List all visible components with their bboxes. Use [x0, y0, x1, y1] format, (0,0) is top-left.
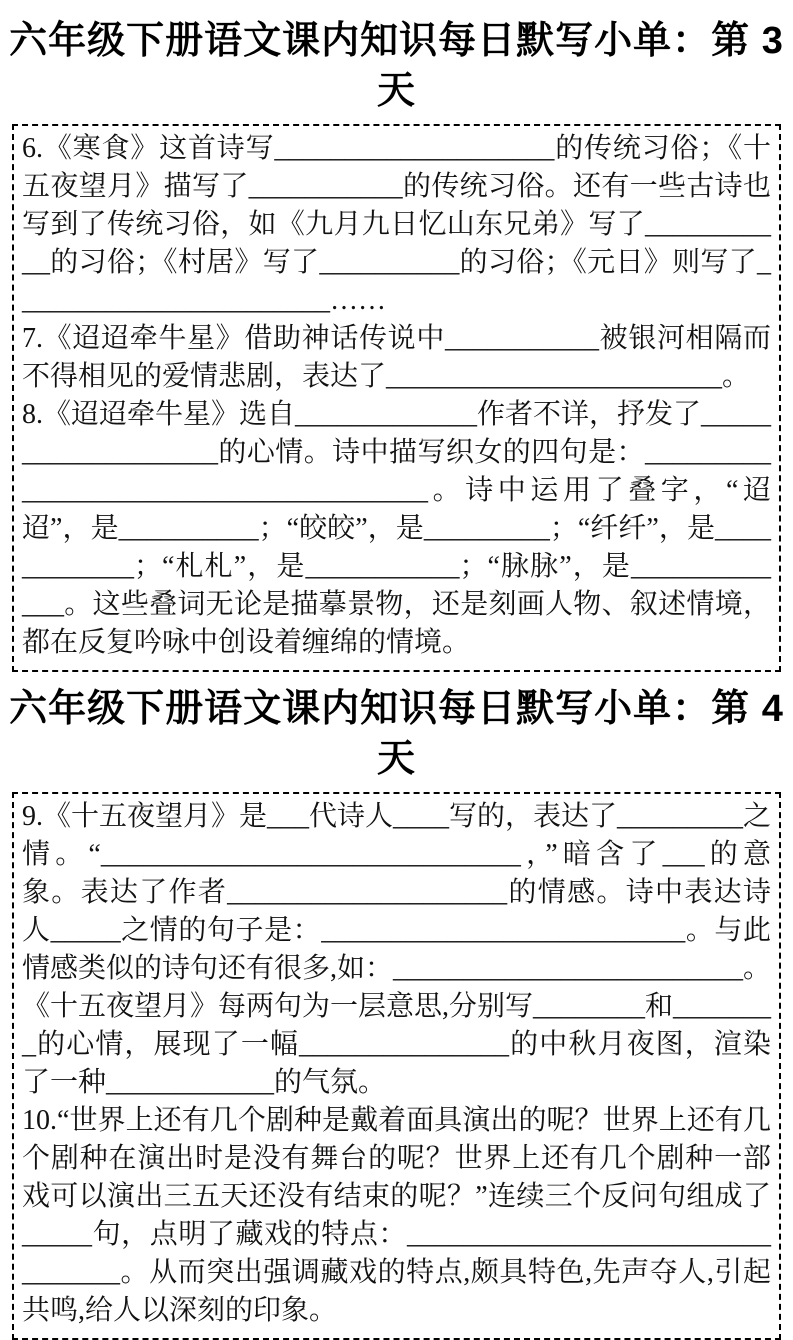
- question-item-7: 7.《迢迢牵牛星》借助神话传说中___________被银河相隔而不得相见的爱情悲剧，表达了________________________。: [22, 323, 771, 392]
- worksheet-title-day3: 六年级下册语文课内知识每日默写小单：第 3 天: [9, 20, 784, 112]
- question-item-9: 9.《十五夜望月》是___代诗人____写的，表达了_________之情。“______________________________，”暗含了___的意象。表达了作者____________________的情感。诗中表达诗人_____之情的句子是：__________________________。与此情感类似的诗句还有很多,如：_________________________。《十五夜望月》每两句为一层意思,分别写________和________的心情，展现了一幅_______________的中秋月夜图，渲染了一种____________的气氛。: [22, 801, 772, 1098]
- worksheet-title-day4: 六年级下册语文课内知识每日默写小单：第 4 天: [9, 688, 784, 780]
- question-item-6: 6.《寒食》这首诗写____________________的传统习俗；《十五夜望月》描写了___________的传统习俗。还有一些古诗也写到了传统习俗，如《九月九日忆山东兄弟》写了___________的习俗；《村居》写了__________的习俗；《元日》则写了_______________________……: [22, 133, 771, 316]
- question-item-10: 10.“世界上还有几个剧种是戴着面具演出的呢？世界上还有几个剧种在演出时是没有舞台的呢？世界上还有几个剧种一部戏可以演出三五天还没有结束的呢？”连续三个反问句组成了_____句，点明了藏戏的特点：_________________________________。从而突出强调藏戏的特点,颇具特色,先声夺人,引起共鸣,给人以深刻的印象。: [22, 1105, 771, 1326]
- question-box-day4: [12, 792, 781, 1340]
- section-day3: [0, 16, 793, 672]
- question-box-day3: [12, 124, 781, 672]
- question-item-8: 8.《迢迢牵牛星》选自_____________作者不详，抒发了___________________的心情。诗中描写织女的四句是：______________________________________。诗中运用了叠字，“迢迢”，是__________；“皎皎”，是_________；“纤纤”，是____________；“札札”，是___________；“脉脉”，是_____________。这些叠词无论是描摹景物，还是刻画人物、叙述情境，都在反复吟咏中创设着缠绵的情境。: [22, 399, 772, 658]
- section-day4: [0, 684, 793, 1340]
